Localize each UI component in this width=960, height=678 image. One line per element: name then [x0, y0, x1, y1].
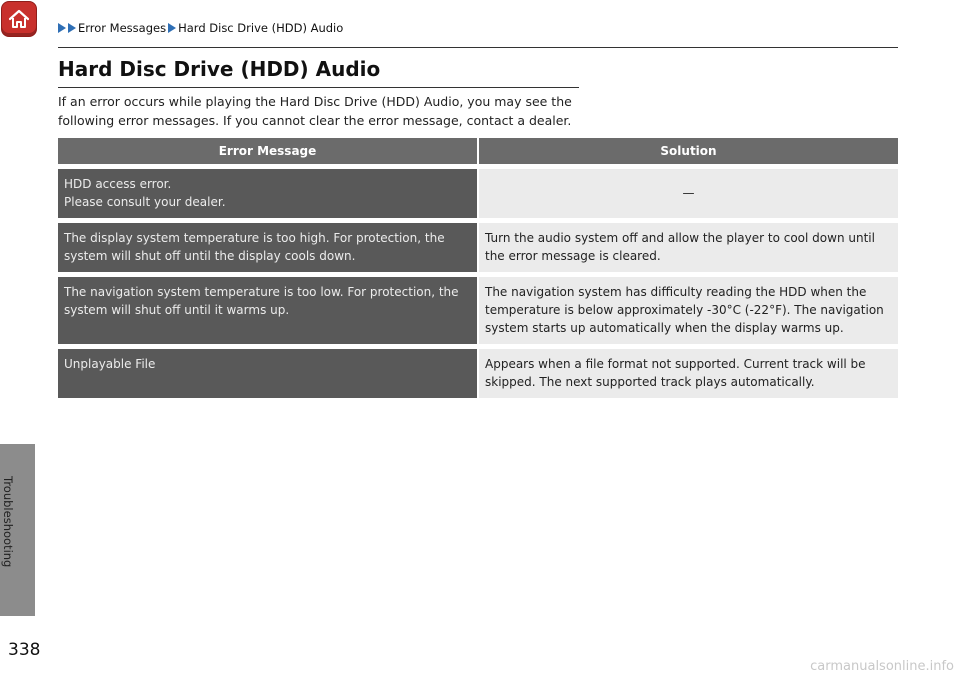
error-message-line: HDD access error.: [64, 177, 172, 191]
table-header-row: [58, 138, 898, 164]
intro-paragraph: If an error occurs while playing the Hard Disc Drive (HDD) Audio, you may see the following error messages. If you cannot clear the error message, contact a dealer.: [58, 94, 572, 128]
solution-cell: Turn the audio system off and allow the player to cool down until the error message is cleared.: [479, 223, 898, 272]
breadcrumb-item-hdd-audio[interactable]: Hard Disc Drive (HDD) Audio: [178, 21, 344, 35]
table-row: [58, 277, 898, 344]
page-title: Hard Disc Drive (HDD) Audio: [58, 57, 381, 81]
error-message-cell: Unplayable File: [58, 349, 477, 398]
table-row: [58, 223, 898, 272]
header-divider: [58, 47, 898, 48]
triangle-right-icon: [68, 23, 76, 33]
side-tab-label: Troubleshooting: [1, 476, 15, 568]
title-underline: [58, 87, 579, 88]
error-message-line: Please consult your dealer.: [64, 195, 226, 209]
page-number: 338: [8, 640, 41, 660]
home-icon: [7, 7, 31, 31]
error-message-table: [56, 133, 900, 403]
triangle-right-icon: [168, 23, 176, 33]
watermark: carmanualsonline.info: [810, 659, 954, 674]
home-button[interactable]: [2, 2, 36, 36]
column-header-error-message: Error Message: [58, 138, 477, 164]
breadcrumb: [58, 21, 343, 35]
triangle-right-icon: [58, 23, 66, 33]
breadcrumb-item-error-messages[interactable]: Error Messages: [78, 21, 167, 35]
solution-cell: —: [479, 169, 898, 218]
solution-cell: The navigation system has difficulty reading the HDD when the temperature is below approximately -30°C (-22°F). The navigation system starts up automatically when the display warms up.: [479, 277, 898, 344]
column-header-solution: Solution: [479, 138, 898, 164]
table-row: [58, 349, 898, 398]
table-row: [58, 169, 898, 218]
error-message-cell: The navigation system temperature is too low. For protection, the system will shut off until it warms up.: [58, 277, 477, 344]
solution-cell: Appears when a file format not supported. Current track will be skipped. The next supported track plays automatically.: [479, 349, 898, 398]
error-message-cell: The display system temperature is too high. For protection, the system will shut off until the display cools down.: [58, 223, 477, 272]
error-message-cell: [58, 169, 477, 218]
